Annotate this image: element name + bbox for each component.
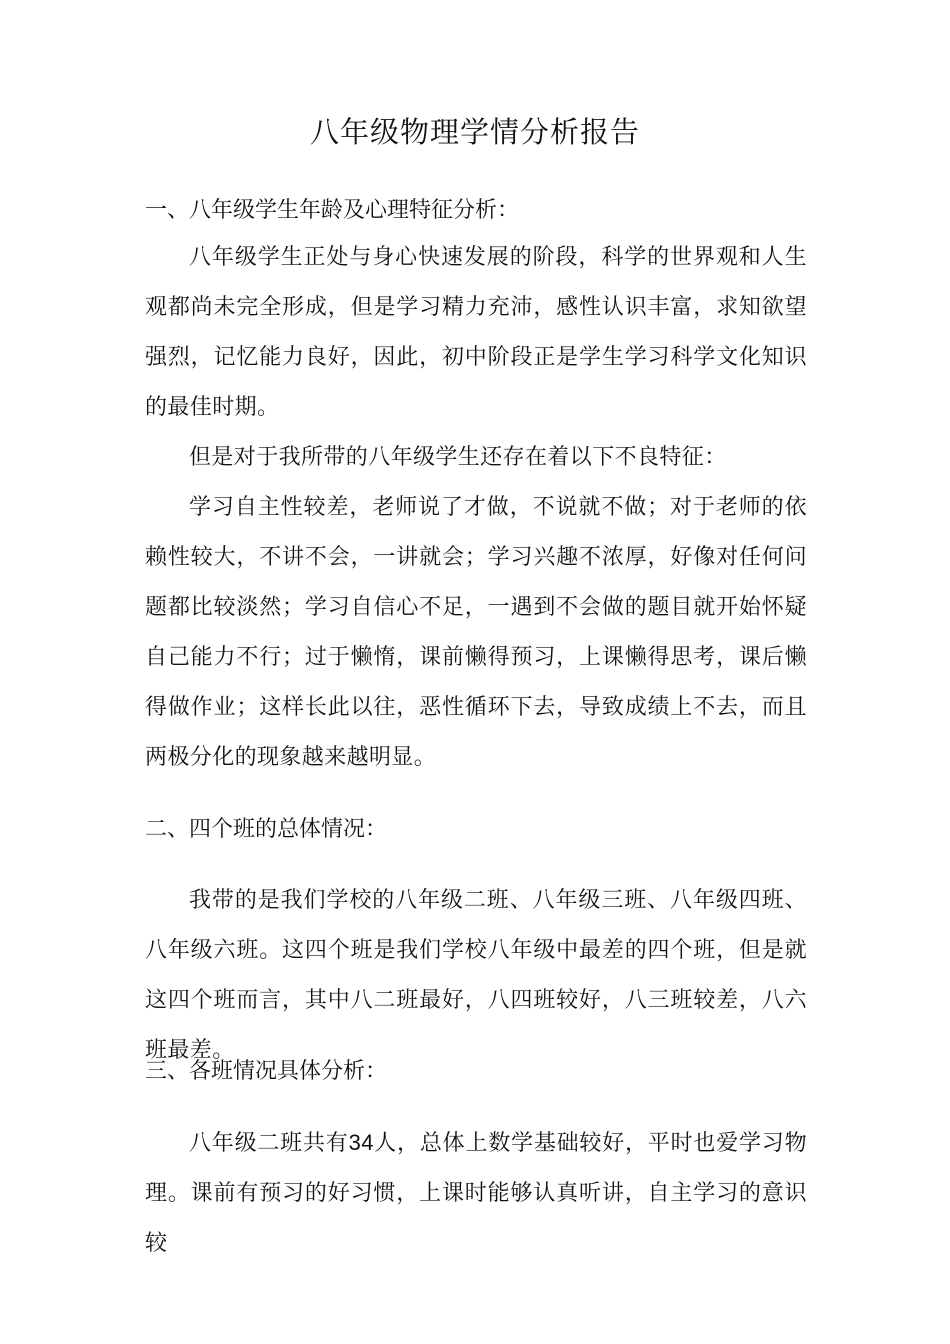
document-title: 八年级物理学情分析报告 [309, 115, 640, 149]
section-heading-1: 一、八年级学生年龄及心理特征分析： [145, 198, 520, 223]
paragraph-2-1: 我带的是我们学校的八年级二班、八年级三班、八年级四班、八年级六班。这四个班是我们学校八年级中最差的四个班，但是就这四个班而言，其中八二班最好，八四班较好，八三班较差，八六班最差。 [145, 888, 807, 1063]
student-count: 34 [348, 1130, 374, 1155]
section-heading-2: 二、四个班的总体情况： [145, 817, 388, 842]
paragraph-1-2: 但是对于我所带的八年级学生还存在着以下不良特征： [189, 445, 727, 470]
paragraph-3-1-text-a: 八年级二班共有 [189, 1131, 349, 1156]
paragraph-1-1: 八年级学生正处与身心快速发展的阶段，科学的世界观和人生观都尚未完全形成，但是学习精力充沛，感性认识丰富，求知欲望强烈，记忆能力良好，因此，初中阶段正是学生学习科学文化知识的最佳时期。 [145, 245, 807, 420]
paragraph-1-3: 学习自主性较差，老师说了才做，不说就不做；对于老师的依赖性较大，不讲不会，一讲就会；学习兴趣不浓厚，好像对任何问题都比较淡然；学习自信心不足，一遇到不会做的题目就开始怀疑自己能力不行；过于懒惰，课前懒得预习，上课懒得思考，课后懒得做作业；这样长此以往，恶性循环下去，导致成绩上不去，而且两极分化的现象越来越明显。 [145, 495, 807, 770]
paragraph-3-1 [145, 1118, 807, 1269]
paragraph-3-1-text-b: 人，总体上数学基础较好，平时也爱学习物理。课前有预习的好习惯，上课时能够认真听讲，自主学习的意识较 [145, 1131, 807, 1256]
section-heading-3: 三、各班情况具体分析： [145, 1059, 388, 1084]
